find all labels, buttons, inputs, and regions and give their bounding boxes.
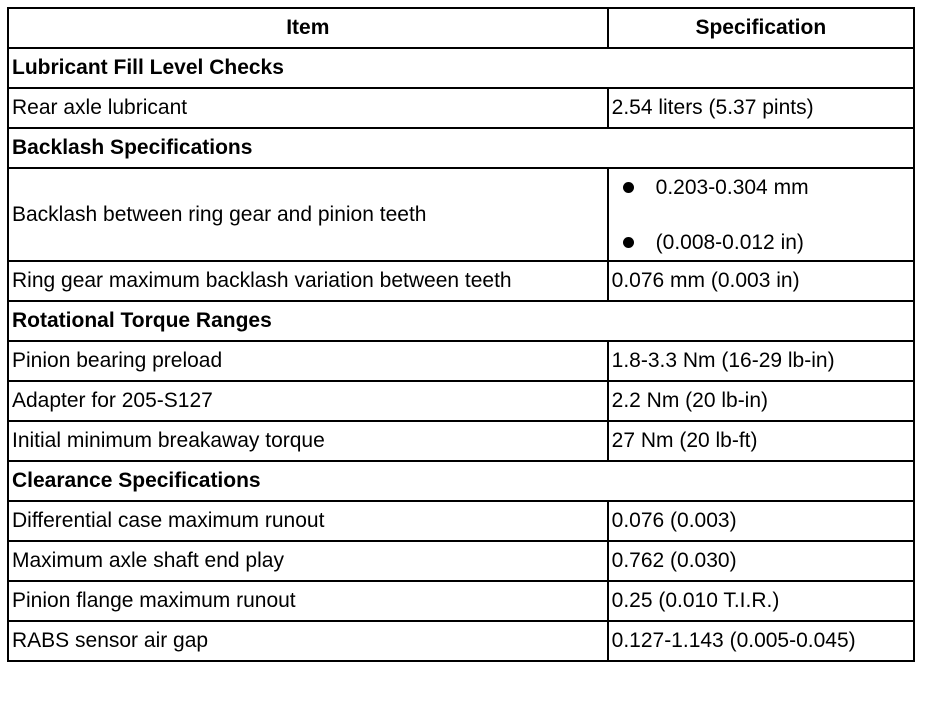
spec-cell: 2.54 liters (5.37 pints): [608, 88, 914, 128]
table-row: [8, 541, 914, 581]
spec-bullet-item: 0.203-0.304 mm: [656, 174, 910, 201]
spec-cell: [608, 168, 914, 261]
section-title: Lubricant Fill Level Checks: [8, 48, 914, 88]
column-header-specification: Specification: [608, 8, 914, 48]
table-row: [8, 621, 914, 661]
table-row: [8, 421, 914, 461]
section-title: Rotational Torque Ranges: [8, 301, 914, 341]
table-row: [8, 381, 914, 421]
spec-cell: 0.076 mm (0.003 in): [608, 261, 914, 301]
section-row: [8, 128, 914, 168]
section-row: [8, 48, 914, 88]
item-cell: Initial minimum breakaway torque: [8, 421, 608, 461]
spec-cell: 0.762 (0.030): [608, 541, 914, 581]
item-cell: Adapter for 205-S127: [8, 381, 608, 421]
spec-cell: 1.8-3.3 Nm (16-29 lb-in): [608, 341, 914, 381]
table-row: [8, 581, 914, 621]
table-row: [8, 341, 914, 381]
item-cell: Ring gear maximum backlash variation between teeth: [8, 261, 608, 301]
item-cell: Maximum axle shaft end play: [8, 541, 608, 581]
column-header-item: Item: [8, 8, 608, 48]
table-header-row: [8, 8, 914, 48]
table-row: [8, 168, 914, 261]
spec-cell: 0.076 (0.003): [608, 501, 914, 541]
section-row: [8, 461, 914, 501]
item-cell: Rear axle lubricant: [8, 88, 608, 128]
item-cell: RABS sensor air gap: [8, 621, 608, 661]
spec-bullet-item: (0.008-0.012 in): [656, 229, 910, 256]
spec-bullet-list: [612, 174, 910, 256]
item-cell: Differential case maximum runout: [8, 501, 608, 541]
table-row: [8, 501, 914, 541]
spec-cell: 0.127-1.143 (0.005-0.045): [608, 621, 914, 661]
table-row: [8, 261, 914, 301]
section-title: Backlash Specifications: [8, 128, 914, 168]
section-title: Clearance Specifications: [8, 461, 914, 501]
item-cell: Pinion flange maximum runout: [8, 581, 608, 621]
item-cell: Backlash between ring gear and pinion teeth: [8, 168, 608, 261]
spec-cell: 27 Nm (20 lb-ft): [608, 421, 914, 461]
section-row: [8, 301, 914, 341]
table-row: [8, 88, 914, 128]
spec-cell: 2.2 Nm (20 lb-in): [608, 381, 914, 421]
item-cell: Pinion bearing preload: [8, 341, 608, 381]
specification-table: [7, 7, 915, 662]
spec-cell: 0.25 (0.010 T.I.R.): [608, 581, 914, 621]
